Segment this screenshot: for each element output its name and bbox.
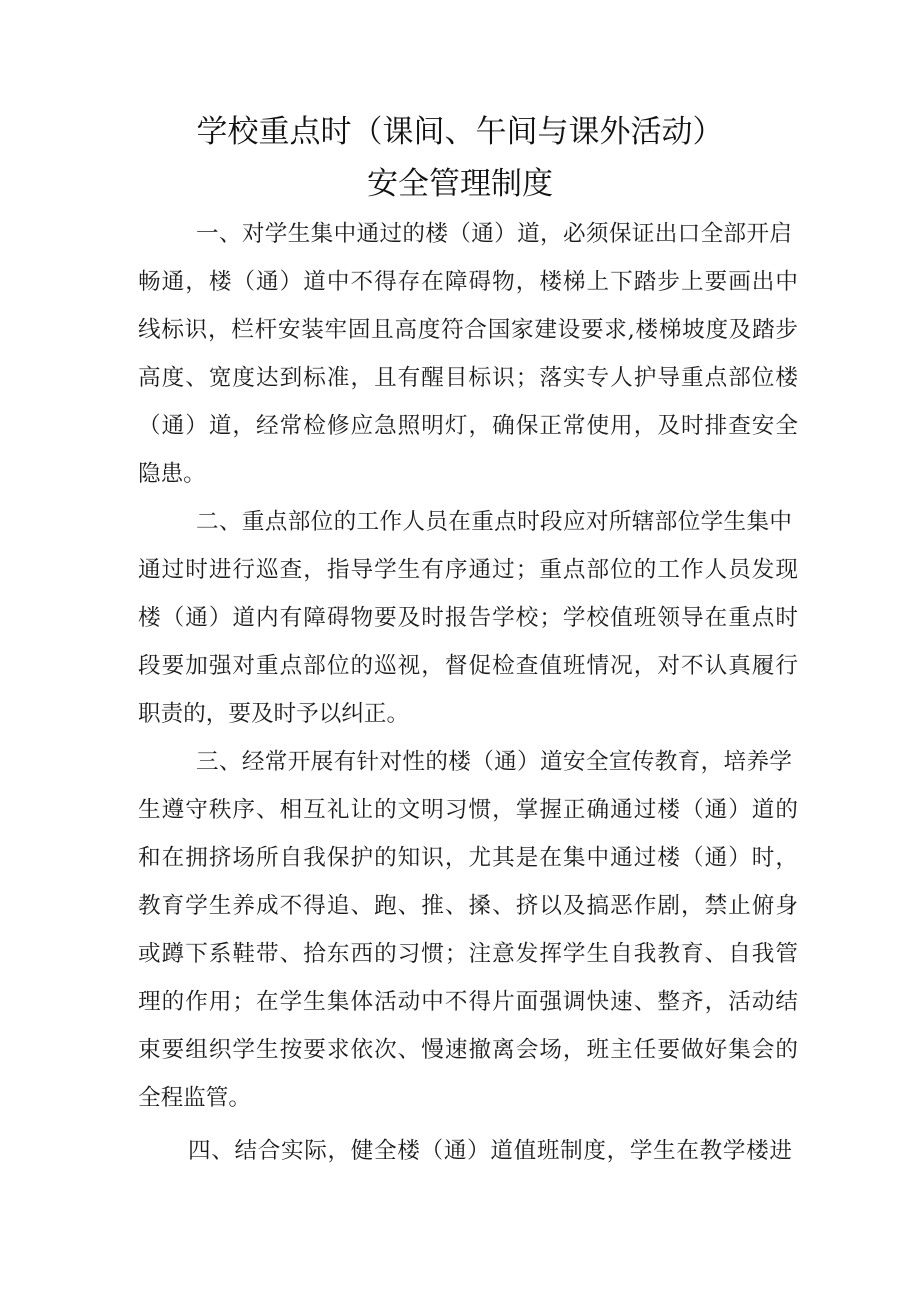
paragraph-1-line-1: 一、对学生集中通过的楼（通）道，必须保证出口全部开启 bbox=[196, 221, 792, 247]
paragraph-1-line-4: 高度、宽度达到标准，且有醒目标识；落实专人护导重点部位楼 bbox=[138, 365, 798, 391]
paragraph-2-line-5: 职责的，要及时予以纠正。 bbox=[138, 701, 410, 727]
paragraph-3-line-4: 教育学生养成不得追、跑、推、搡、挤以及搞恶作剧，禁止俯身 bbox=[138, 893, 798, 919]
paragraph-1-line-3: 线标识，栏杆安装牢固且高度符合国家建设要求,楼梯坡度及踏步 bbox=[138, 317, 798, 343]
paragraph-2-line-3: 楼（通）道内有障碍物要及时报告学校；学校值班领导在重点时 bbox=[138, 605, 798, 631]
paragraph-2-line-2: 通过时进行巡查，指导学生有序通过；重点部位的工作人员发现 bbox=[138, 557, 798, 583]
document-title-line-2: 安全管理制度 bbox=[367, 166, 553, 202]
paragraph-4-line-1: 四、结合实际，健全楼（通）道值班制度，学生在教学楼进 bbox=[188, 1138, 792, 1164]
paragraph-3-line-5: 或蹲下系鞋带、拾东西的习惯；注意发挥学生自我教育、自我管 bbox=[138, 941, 798, 967]
paragraph-3-line-7: 束要组织学生按要求依次、慢速撤离会场，班主任要做好集会的 bbox=[138, 1037, 798, 1063]
paragraph-3-line-3: 和在拥挤场所自我保护的知识，尤其是在集中通过楼（通）时， bbox=[138, 845, 798, 871]
paragraph-1-line-6: 隐患。 bbox=[138, 461, 206, 487]
paragraph-3-line-2: 生遵守秩序、相互礼让的文明习惯，掌握正确通过楼（通）道的 bbox=[138, 797, 798, 823]
paragraph-1-line-2: 畅通，楼（通）道中不得存在障碍物，楼梯上下踏步上要画出中 bbox=[138, 269, 798, 295]
paragraph-3-line-6: 理的作用；在学生集体活动中不得片面强调快速、整齐，活动结 bbox=[138, 989, 798, 1015]
paragraph-1-line-5: （通）道，经常检修应急照明灯，确保正常使用，及时排查安全 bbox=[138, 413, 798, 439]
document-title-line-1: 学校重点时（课间、午间与课外活动） bbox=[196, 114, 724, 150]
paragraph-3-line-1: 三、经常开展有针对性的楼（通）道安全宣传教育，培养学 bbox=[196, 749, 792, 775]
paragraph-3-line-8: 全程监管。 bbox=[138, 1085, 251, 1111]
paragraph-2-line-4: 段要加强对重点部位的巡视，督促检查值班情况，对不认真履行 bbox=[138, 653, 798, 679]
paragraph-2-line-1: 二、重点部位的工作人员在重点时段应对所辖部位学生集中 bbox=[196, 509, 792, 535]
